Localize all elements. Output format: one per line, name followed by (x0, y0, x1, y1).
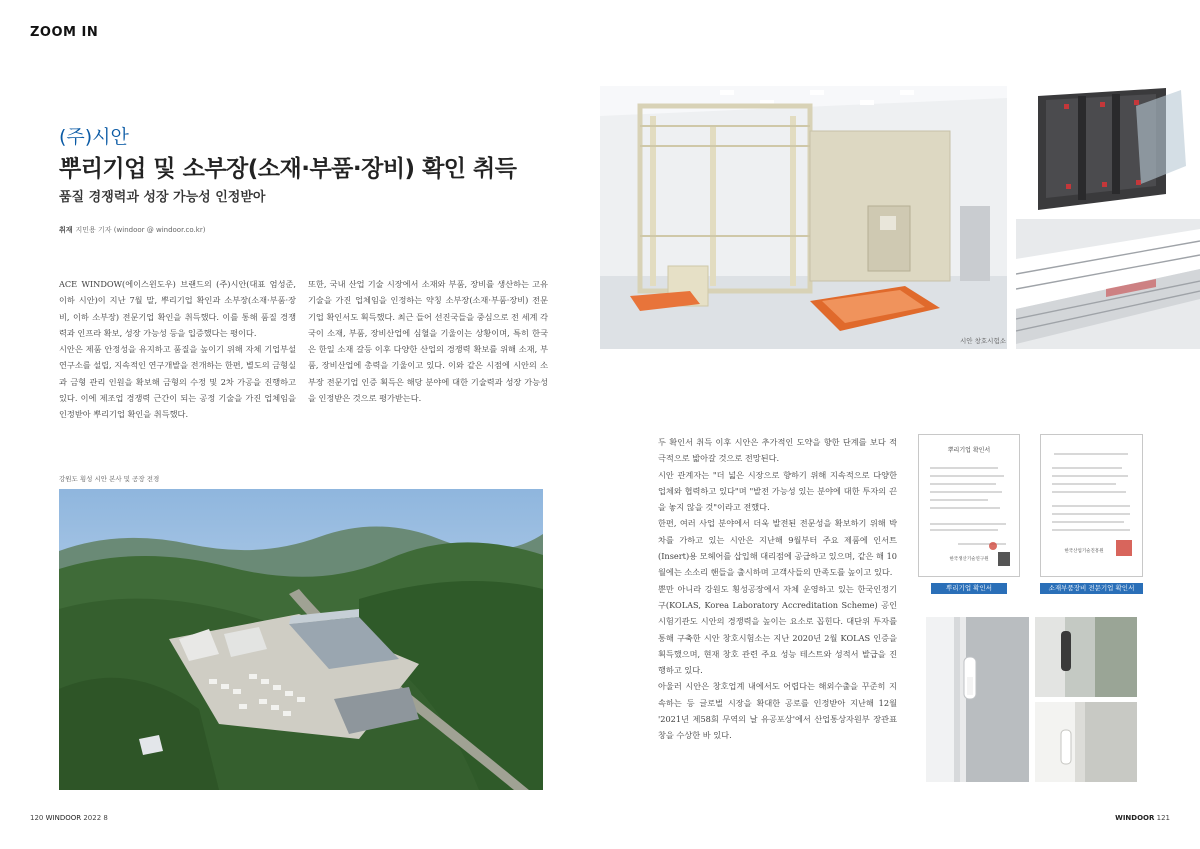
paragraph: 한편, 여러 사업 분야에서 더욱 발전된 전문성을 확보하기 위해 박차를 가하고 있는 시안은 지난해 9월부터 주요 제품에 인서트(Insert)용 모헤어를 삽입해 대리점에 공급하고 있으며, 같은 해 10월에는 소소리 핸들을 출시하며 고객사들의 만족도를 높이고 있다. (658, 518, 897, 578)
paragraph: 또한, 국내 산업 기술 시장에서 소재와 부품, 장비를 생산하는 고유 기술을 가진 업체임을 인정하는 약칭 소부장(소재·부품·장비) 전문기업 확인서도 획득했다. 최근 들어 선진국들을 중심으로 전 세계 각국이 소재, 부품, 장비산업에 심혈을 기울이는 상황이며, 특히 한국은 한일 소재 갈등 이후 다양한 산업의 경쟁력 확보를 위해 소재, 부품, 장비산업에 총력을 기울이고 있다. 이와 같은 시점에 시안의 소부장 전문기업 인증 획득은 해당 분야에 대한 기술력과 성장 가능성을 인정받은 것으로 평가받는다. (308, 279, 548, 404)
lab-photo-caption: 시안 창호시험소 (960, 337, 1007, 345)
paragraph: 아울러 시안은 창호업계 내에서도 어렵다는 해외수출을 꾸준히 지속하는 등 글로벌 시장을 확대한 공로를 인정받아 지난해 12월 '2021년 제58회 무역의 날 유공포상'에서 산업통상자원부 장관표창을 수상한 바 있다. (658, 681, 897, 741)
byline (59, 225, 205, 235)
headline: 뿌리기업 및 소부장(소재·부품·장비) 확인 취득 (59, 156, 517, 182)
right-page-number: 121 (1156, 814, 1170, 822)
paragraph: 두 확인서 취득 이후 시안은 추가적인 도약을 향한 단계를 보다 적극적으로 밟아갈 것으로 전망된다. (658, 437, 897, 464)
byline-label: 취재 (59, 226, 73, 234)
aerial-factory-photo (59, 489, 543, 790)
aerial-photo-caption: 강원도 횡성 시안 본사 및 공장 전경 (59, 475, 160, 483)
body-column-2 (308, 276, 548, 406)
body-column-1 (59, 276, 296, 423)
testing-lab-photo (600, 86, 1007, 349)
byline-text: 지민용 기자 (windoor @ windoor.co.kr) (75, 226, 206, 234)
window-handle-dark-photo (1035, 617, 1137, 697)
paragraph: 시안은 제품 안정성을 유지하고 품질을 높이기 위해 자체 기업부설연구소를 설립, 지속적인 연구개발을 전개하는 한편, 별도의 금형실과 금형 관리 인원을 확보해 금형의 수정 및 2차 가공을 진행하고 있다. 이에 제조업 경쟁력 근간이 되는 공정 기술을 가진 업체임을 인정받아 뿌리기업 확인을 취득했다. (59, 344, 296, 420)
body-column-3 (658, 434, 897, 744)
paragraph: 시안 관계자는 "더 넓은 시장으로 향하기 위해 지속적으로 다양한 업체와 협력하고 있다"며 "발전 가능성 있는 분야에 대한 투자의 끈을 놓지 않을 것"이라고 전했다. (658, 469, 897, 513)
window-handle-white-photo (1035, 702, 1137, 782)
cert1-title: 뿌리기업 확인서 (947, 447, 991, 454)
window-cross-section-photo (1016, 86, 1200, 214)
paragraph: ACE WINDOW(에이스윈도우) 브랜드의 (주)시안(대표 엄성준, 이하 시안)이 지난 7월 말, 뿌리기업 확인과 소부장(소재·부품·장비, 이하 소부장) 전문기업 확인을 취득했다. 이를 통해 품질 경쟁력과 인프라 확보, 성장 가능성 등을 입증했다는 평이다. (59, 279, 296, 338)
cert2-issuer: 한국산업기술진흥원 (1064, 549, 1104, 554)
right-magazine-name: WINDOOR (1115, 814, 1155, 822)
right-page-folio (1115, 814, 1170, 822)
cert1-caption: 뿌리기업 확인서 (931, 583, 1007, 594)
company-name: (주)시안 (59, 126, 129, 148)
cert1-issuer: 한국생산기술연구원 (949, 557, 989, 562)
left-magazine-name: WINDOOR (45, 814, 82, 822)
frame-profile-photo (1016, 219, 1200, 349)
root-company-certificate (918, 434, 1020, 577)
sobujang-certificate (1040, 434, 1143, 577)
paragraph: 뿐만 아니라 강원도 횡성공장에서 자체 운영하고 있는 한국인정기구(KOLAS, Korea Laboratory Accreditation Scheme) 공인시험기관도 시안의 경쟁력을 높이는 요소로 꼽힌다. 대단위 투자를 통해 구축한 시안 창호시험소는 지난 2020년 2월 KOLAS 인증을 획득했으며, 현재 창호 관련 주요 성능 테스트와 성적서 발급을 진행하고 있다. (658, 583, 897, 676)
left-page-number: 120 (30, 814, 44, 822)
subheadline: 품질 경쟁력과 성장 가능성 인정받아 (59, 190, 266, 205)
left-page-folio (30, 814, 108, 822)
cert2-caption: 소재부품장비 전문기업 확인서 (1040, 583, 1143, 594)
section-label: ZOOM IN (30, 25, 99, 40)
left-issue: 2022 8 (83, 814, 108, 822)
window-handle-photo (926, 617, 1029, 782)
